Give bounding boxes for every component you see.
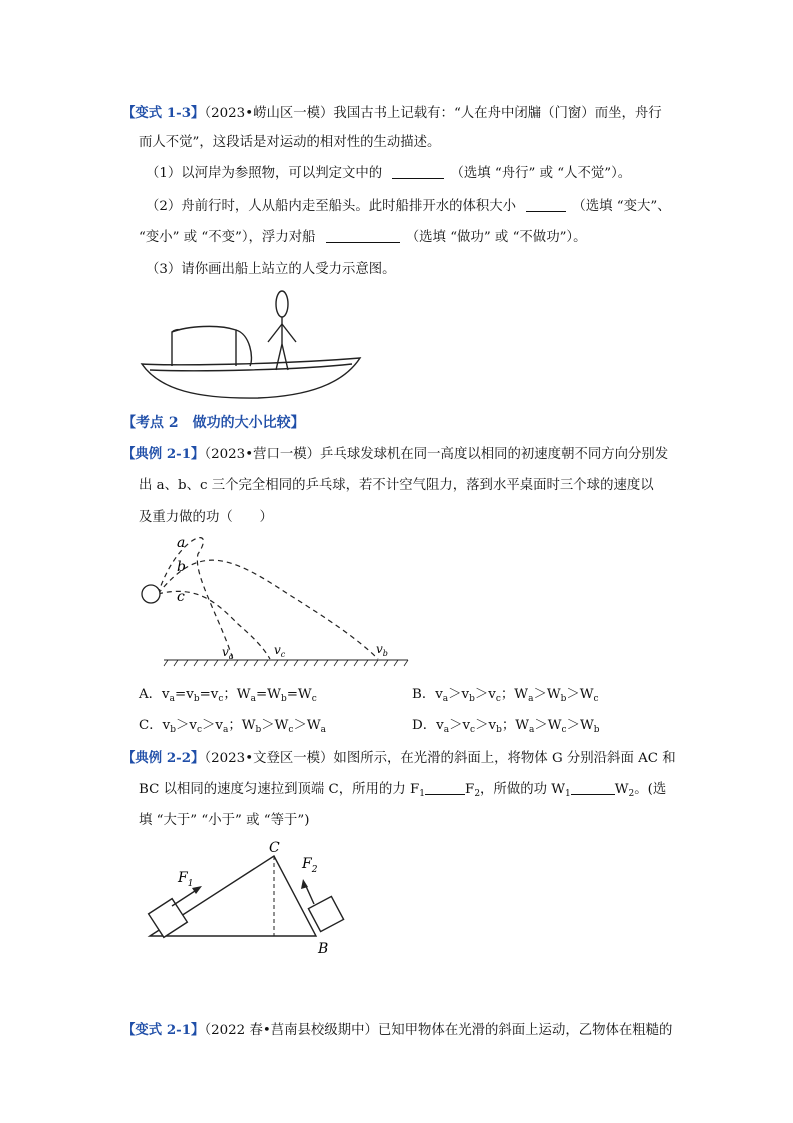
f1-sub: 1 <box>419 789 426 799</box>
v21-text1: （2022 春•莒南县校级期中）已知甲物体在光滑的斜面上运动，乙物体在粗糙的 <box>204 1023 673 1038</box>
label-C: C <box>269 840 280 856</box>
option-a[interactable]: A．$v_a=v_b=v_c$；$W_a=W_b=W_c$ <box>139 687 317 704</box>
label-vc: $v_c$ <box>274 643 286 659</box>
incline-figure <box>138 838 358 960</box>
w1-sub: 1 <box>565 789 571 799</box>
label-a: a <box>177 535 186 551</box>
answer-blank-1[interactable] <box>392 164 444 179</box>
w2-sub: 2 <box>628 789 635 799</box>
v21-tag: 【变式 2-1】 <box>122 1022 205 1038</box>
label-c: c <box>177 589 185 605</box>
q13-line1 <box>122 103 662 124</box>
ex22-text2d: W <box>614 782 629 797</box>
label-F2: $F_2$ <box>302 856 318 875</box>
label-vb: $v_b$ <box>376 642 388 658</box>
q13-sub2-text2: “变小” 或 “不变”），浮力对船 <box>139 230 316 245</box>
f2-sub: 2 <box>474 789 481 799</box>
ex21-line3: 及重力做的功（ ） <box>139 510 273 525</box>
ex22-tag: 【典例 2-2】 <box>122 750 205 766</box>
answer-blank-4[interactable] <box>425 780 465 795</box>
ex22-text2a: BC 以相同的速度匀速拉到顶端 C，所用的力 F <box>139 782 420 797</box>
q13-sub3: （3）请你画出船上站立的人受力示意图。 <box>146 262 396 277</box>
option-b[interactable]: B．$v_a>v_b>v_c$；$W_a>W_b>W_c$ <box>412 687 599 704</box>
answer-blank-3[interactable] <box>326 228 400 243</box>
q13-tag: 【变式 1-3】 <box>122 105 205 121</box>
ex22-line1 <box>122 748 676 769</box>
q13-sub2-options2: （选填 “做功” 或 “不做功”）。 <box>405 230 587 245</box>
boat-figure <box>138 286 368 401</box>
trajectory-figure <box>138 534 428 669</box>
answer-blank-5[interactable] <box>571 780 615 795</box>
ex22-text2b: F <box>465 782 475 797</box>
ex22-text2c: ，所做的功 W <box>480 782 566 797</box>
label-B: B <box>318 941 329 957</box>
label-b: b <box>177 559 186 575</box>
label-F1: $F_1$ <box>178 870 194 889</box>
label-va: $v_a$ <box>222 645 234 661</box>
option-d[interactable]: D．$v_a>v_c>v_b$；$W_a>W_c>W_b$ <box>412 718 600 735</box>
q13-sub1 <box>146 164 631 184</box>
section-2-heading: 【考点 2 做功的大小比较】 <box>122 415 305 431</box>
v21-line1 <box>122 1020 672 1041</box>
q13-sub2 <box>146 197 671 217</box>
ex21-tag: 【典例 2-1】 <box>122 446 205 462</box>
q13-text1: （2023•崂山区一模）我国古书上记载有：“人在舟中闭牖（门窗）而坐，舟行 <box>204 106 662 121</box>
ex21-text1: （2023•营口一模）乒乓球发球机在同一高度以相同的初速度朝不同方向分别发 <box>204 447 669 462</box>
ex22-text1: （2023•文登区一模）如图所示，在光滑的斜面上，将物体 G 分别沿斜面 AC 和 <box>204 751 676 766</box>
ex21-line2: 出 a、b、c 三个完全相同的乒乓球，若不计空气阻力，落到水平桌面时三个球的速度以 <box>139 478 654 493</box>
q13-sub2-text: （2）舟前行时，人从船内走至船头。此时船排开水的体积大小 <box>146 199 517 214</box>
ex22-line3: 填 “大于” “小于” 或 “等于”) <box>139 813 310 828</box>
q13-line2: 而人不觉”，这段话是对运动的相对性的生动描述。 <box>139 135 441 150</box>
option-c[interactable]: C．$v_b>v_c>v_a$；$W_b>W_c>W_a$ <box>139 718 326 735</box>
q13-sub1-options: （选填 “舟行” 或 “人不觉”）。 <box>450 166 632 181</box>
q13-sub2-options: （选填 “变大”、 <box>572 199 671 214</box>
answer-blank-2[interactable] <box>526 197 566 212</box>
q13-sub1-text: （1）以河岸为参照物，可以判定文中的 <box>146 166 383 181</box>
q13-sub2-line2 <box>139 228 587 248</box>
ex21-line1 <box>122 444 668 465</box>
ex22-line2 <box>139 780 666 804</box>
ex22-text2e: 。(选 <box>634 782 667 797</box>
